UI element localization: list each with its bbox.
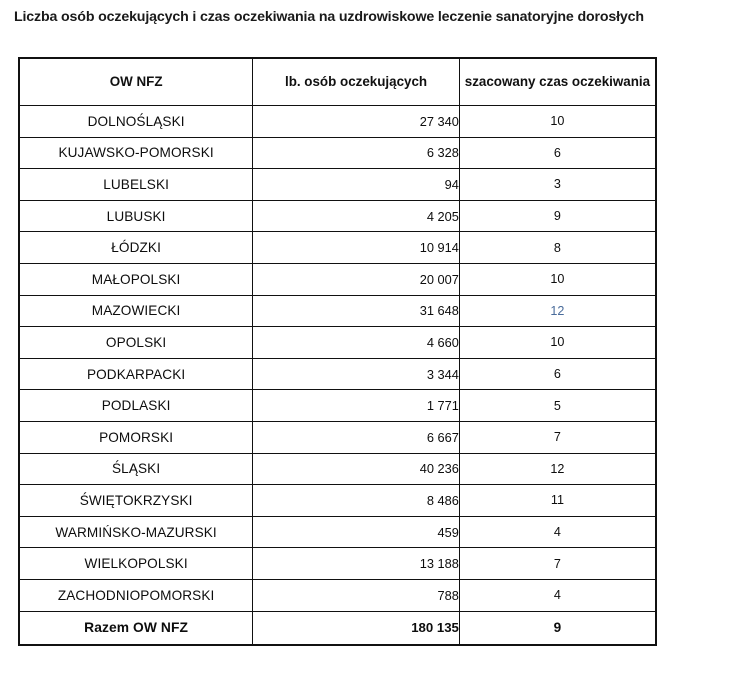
table-row bbox=[19, 421, 656, 453]
cell-waiting-count: 788 bbox=[253, 579, 460, 611]
waiting-times-table bbox=[18, 57, 657, 646]
cell-region: ŚLĄSKI bbox=[19, 453, 253, 485]
cell-waiting-time: 9 bbox=[459, 200, 656, 232]
cell-waiting-count: 13 188 bbox=[253, 548, 460, 580]
cell-waiting-count: 3 344 bbox=[253, 358, 460, 390]
table-row bbox=[19, 295, 656, 327]
cell-waiting-time: 10 bbox=[459, 327, 656, 359]
cell-waiting-time: 8 bbox=[459, 232, 656, 264]
cell-region: ŁÓDZKI bbox=[19, 232, 253, 264]
cell-waiting-time: 4 bbox=[459, 579, 656, 611]
table-row bbox=[19, 232, 656, 264]
cell-region: PODLASKI bbox=[19, 390, 253, 422]
cell-waiting-count: 94 bbox=[253, 169, 460, 201]
cell-waiting-time: 6 bbox=[459, 137, 656, 169]
column-header-time: szacowany czas oczekiwania bbox=[459, 58, 656, 106]
cell-region: WARMIŃSKO-MAZURSKI bbox=[19, 516, 253, 548]
cell-total-label: Razem OW NFZ bbox=[19, 611, 253, 645]
table-header bbox=[19, 58, 656, 106]
waiting-times-table-container bbox=[18, 57, 657, 646]
page-title: Liczba osób oczekujących i czas oczekiwania na uzdrowiskowe leczenie sanatoryjne dorosłych bbox=[14, 9, 644, 25]
table-row bbox=[19, 548, 656, 580]
cell-waiting-count: 459 bbox=[253, 516, 460, 548]
cell-waiting-time: 10 bbox=[459, 106, 656, 138]
cell-region: OPOLSKI bbox=[19, 327, 253, 359]
cell-region: WIELKOPOLSKI bbox=[19, 548, 253, 580]
table-row bbox=[19, 137, 656, 169]
cell-region: POMORSKI bbox=[19, 421, 253, 453]
cell-waiting-time: 10 bbox=[459, 263, 656, 295]
cell-region: LUBELSKI bbox=[19, 169, 253, 201]
cell-waiting-time: 11 bbox=[459, 485, 656, 517]
table-row bbox=[19, 358, 656, 390]
cell-total-waiting-time: 9 bbox=[459, 611, 656, 645]
table-row bbox=[19, 200, 656, 232]
table-row bbox=[19, 106, 656, 138]
table-total-row bbox=[19, 611, 656, 645]
table-row bbox=[19, 169, 656, 201]
cell-region: ZACHODNIOPOMORSKI bbox=[19, 579, 253, 611]
table-row bbox=[19, 516, 656, 548]
table-row bbox=[19, 453, 656, 485]
cell-waiting-count: 40 236 bbox=[253, 453, 460, 485]
table-row bbox=[19, 390, 656, 422]
cell-total-waiting-count: 180 135 bbox=[253, 611, 460, 645]
cell-region: DOLNOŚLĄSKI bbox=[19, 106, 253, 138]
cell-waiting-time: 12 bbox=[459, 295, 656, 327]
table-row bbox=[19, 579, 656, 611]
table-row bbox=[19, 263, 656, 295]
cell-region: PODKARPACKI bbox=[19, 358, 253, 390]
cell-region: MAZOWIECKI bbox=[19, 295, 253, 327]
cell-waiting-time: 4 bbox=[459, 516, 656, 548]
column-header-region: OW NFZ bbox=[19, 58, 253, 106]
cell-waiting-count: 31 648 bbox=[253, 295, 460, 327]
cell-region: MAŁOPOLSKI bbox=[19, 263, 253, 295]
cell-waiting-count: 4 660 bbox=[253, 327, 460, 359]
table-row bbox=[19, 327, 656, 359]
cell-waiting-count: 1 771 bbox=[253, 390, 460, 422]
cell-waiting-count: 27 340 bbox=[253, 106, 460, 138]
cell-waiting-time: 6 bbox=[459, 358, 656, 390]
cell-waiting-count: 6 667 bbox=[253, 421, 460, 453]
cell-waiting-time: 12 bbox=[459, 453, 656, 485]
cell-waiting-time: 7 bbox=[459, 421, 656, 453]
cell-waiting-time: 7 bbox=[459, 548, 656, 580]
table-row bbox=[19, 485, 656, 517]
column-header-waiting: lb. osób oczekujących bbox=[253, 58, 460, 106]
cell-waiting-time: 3 bbox=[459, 169, 656, 201]
cell-waiting-count: 20 007 bbox=[253, 263, 460, 295]
table-body bbox=[19, 106, 656, 646]
cell-region: LUBUSKI bbox=[19, 200, 253, 232]
cell-region: ŚWIĘTOKRZYSKI bbox=[19, 485, 253, 517]
cell-waiting-time: 5 bbox=[459, 390, 656, 422]
table-header-row bbox=[19, 58, 656, 106]
cell-waiting-count: 6 328 bbox=[253, 137, 460, 169]
cell-region: KUJAWSKO-POMORSKI bbox=[19, 137, 253, 169]
cell-waiting-count: 4 205 bbox=[253, 200, 460, 232]
cell-waiting-count: 10 914 bbox=[253, 232, 460, 264]
cell-waiting-count: 8 486 bbox=[253, 485, 460, 517]
